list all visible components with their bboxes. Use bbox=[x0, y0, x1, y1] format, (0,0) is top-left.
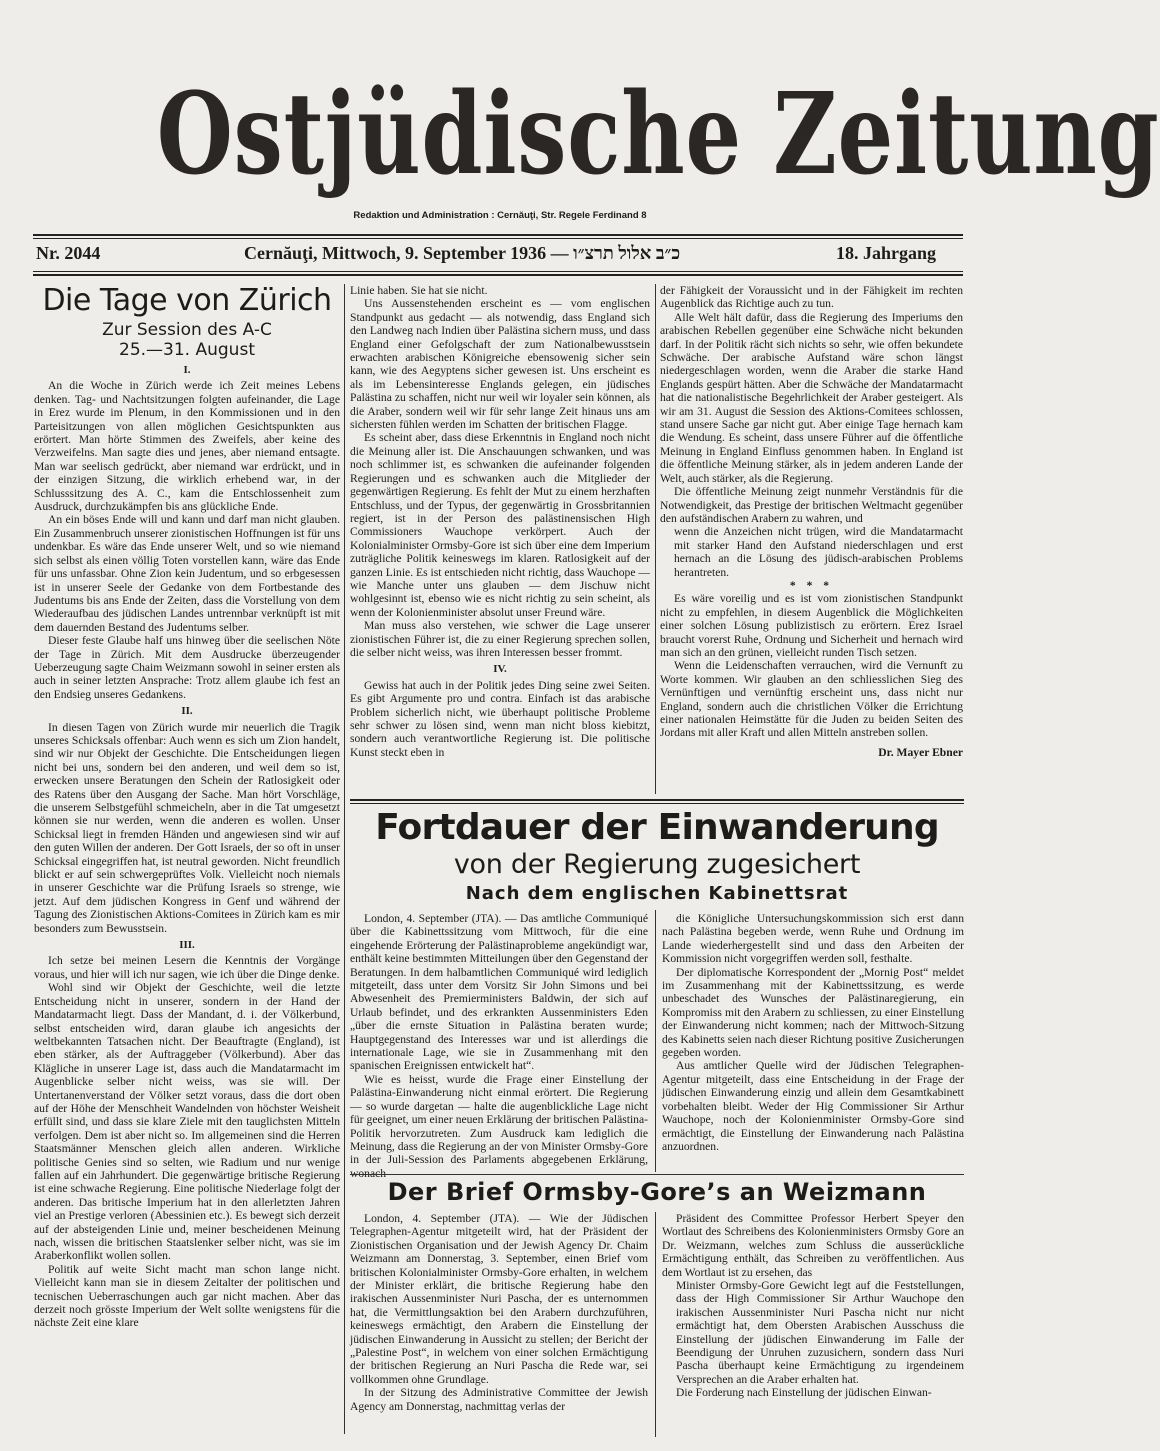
article3-right-column bbox=[662, 1212, 964, 1442]
divider bbox=[350, 1174, 964, 1175]
column-divider bbox=[655, 284, 656, 794]
issue-volume: 18. Jahrgang bbox=[836, 243, 937, 263]
divider bbox=[33, 234, 963, 236]
article-subtitle: Zur Session des A-C bbox=[102, 320, 272, 340]
paragraph: Der diplomatische Korrespondent der „Mornig Post“ meldet im Zusammenhang mit der Kabinettssitzung, es werde unbeschadet des Wunsches der Palästinaregierung, ein Kompromiss mit den Arabern zu schliessen, zu einer Einstellung der Einwanderung nicht kommen; nach der Mittwoch-Sitzung des Kabinetts seien nach dieser Richtung positive Zusicherungen gegeben worden. bbox=[662, 965, 964, 1060]
issue-date: Cernăuţi, Mittwoch, 9. September 1936 — כ״ב אלול תרצ״ו bbox=[244, 243, 681, 263]
paragraph: Präsident des Committee Professor Herbert Speyer den Wortlaut des Schreibens des Kolonienministers Ormsby Gore an Dr. Weizmann, welches zum Schluss die ausserückliche Ermächtigung enthält, das Schreiben zu veröffentlichen. Aus dem Wortlaut ist zu ersehen, das bbox=[662, 1212, 964, 1279]
paragraph: Alle Welt hält dafür, dass die Regierung des Imperiums den arabischen Rebellen gegenüber eine Schwäche nicht bekunden darf. In der Politik rächt sich nichts so sehr, wie offen bekundete Schwäche. Der arabische Aufstand wäre schon längst niedergeschlagen worden, wenn die Araber die starke Hand Englands gespürt hätten. Aber die Schwäche der Mandatarmacht hat die nationalistische Begehrlichkeit der Araber gesteigert. Als wir am 31. August die Session des Aktions-Comitees schlossen, stand unsere Sache gar nicht gut. Aber einige Tage hernach kam die Wendung. Es scheint, dass unsere Führer auf die öffentliche Meinung in England Einfluss genommen haben. In England ist die öffentliche Meinung stärker, als in jedem anderen Lande der Welt, auch stärker, als die Regierung. bbox=[660, 310, 963, 485]
paragraph: die Königliche Untersuchungskommission sich erst dann nach Palästina begeben werde, wenn Ruhe und Ordnung im Lande wiederhergestellt sind und dass den Arbeiten der Kommission nicht vorgegriffen werden soll, festhalte. bbox=[662, 912, 964, 966]
article2-right-column bbox=[662, 912, 964, 1174]
article-column-3 bbox=[660, 284, 963, 794]
masthead-address: Redaktion und Administration : Cernăuţi, Str. Regele Ferdinand 8 bbox=[353, 210, 647, 221]
section-number: IV. bbox=[493, 663, 507, 676]
paragraph: Wohl sind wir Objekt der Geschichte, weil die letzte Entscheidung nicht in unserer, sondern in der Hand der Mandatarmacht liegt. Dass der Mandant, d. i. der Völkerbund, selbst entscheiden wird, daran glaube ich angesichts der weltbekannten Tatsachen nicht. Der Beauftragte (England), ist eben stärker, als der Auftraggeber (Völkerbund). Aber das Klägliche in unserer Lage ist, dass auch die Mandatarmacht im Augenblicke selber nicht weiss, was sie will. Der Untertanenverstand der Völker setzt voraus, dass die dort oben auf der Höhe der Menschheit Wandelnden von höchster Weisheit erfüllt sind, und dass sie klare Ziele mit den tauglichsten Mitteln verfolgen. Dem ist aber nicht so. Im allgemeinen sind die Herren Staatsmänner Menschen gleich allen anderen. Wirkliche politische Genies sind so selten, wie Radium und nur wenige fallen auf ein Jahrhundert. Die gegenwärtige britische Regierung ist eine schwache Regierung. Eine politische Niederlage folgt der anderen. Das britische Imperium hat in den allerletzten Jahren viel an Prestige verloren (Abessinien etc.). Es bewegt sich derzeit auf der absteigenden Linie und, meiner bescheidenen Meinung nach, wissen die britischen Staatslenker selber nicht, was sie im Araberkonflikt wollen sollen. bbox=[34, 981, 340, 1263]
paragraph: Linie haben. Sie hat sie nicht. bbox=[350, 284, 488, 297]
paragraph: An ein böses Ende will und kann und darf man nicht glauben. Ein Zusammenbruch unserer zionistischen Hoffnungen ist für uns undenkbar. Es wäre das Ende unserer Welt, und so wie niemand sich selbst als einen völlig Toten vorstellen kann, wäre das Ende für uns unfassbar. Ohne Zion kein Judentum, und so erbgesessen ist in unserer Seele der Gedanke von dem Fortbestande des Judentums bis ans Ende der Zeiten, dass die Vorstellung von dem Wiederaufbau des jüdischen Landes untrennbar verknüpft ist mit dem dauernden Bestand des Judentums selber. bbox=[34, 513, 340, 634]
column-divider bbox=[344, 284, 345, 1434]
column-divider bbox=[655, 1212, 656, 1437]
headline-brief: Der Brief Ormsby-Gore’s an Weizmann bbox=[387, 1178, 927, 1206]
paragraph: der Fähigkeit der Voraussicht und in der Fähigkeit im rechten Augenblick das Richtige auch zu tun. bbox=[660, 284, 963, 311]
paragraph: In der Sitzung des Administrative Committee der Jewish Agency am Donnerstag, nachmittag verlas der bbox=[350, 1386, 648, 1413]
paragraph: Aus amtlicher Quelle wird der Jüdischen Telegraphen-Agentur mitgeteilt, dass eine Entscheidung in der Frage der jüdischen Einwanderung einzig und allein dem Gesamtkabinett vorbehalten bleibt. Weder der Hig Commissioner Sir Arthur Wauchope, noch der Kolonienminister Ormsby-Gore sind ermächtigt, die Einstellung der Einwanderung nach Palästina anzuordnen. bbox=[662, 1059, 964, 1153]
column-divider bbox=[655, 910, 656, 1172]
paragraph: Dieser feste Glaube half uns hinweg über die seelischen Nöte der Tage in Zürich. Mit dem Ausdrucke überzeugender Ueberzeugung sagte Chaim Weizmann sowohl in seiner ersten als auch in seiner letzten Ansprache: Trotz allem glaube ich fest an den Endsieg unseres Gedankens. bbox=[34, 634, 340, 701]
paragraph: Ich setze bei meinen Lesern die Kenntnis der Vorgänge voraus, und hier will ich nur sagen, wie ich über die Dinge denke. bbox=[34, 954, 340, 981]
paragraph: Es scheint aber, dass diese Erkenntnis in England noch nicht die Meinung aller ist. Die Anschauungen schwanken, und was noch schlimmer ist, es schwanken die aufeinander folgenden Regierungen und es schwanken auch die Mitglieder der gegenwärtigen Regierung. Es fehlt der Mut zu einem herzhaften Entschluss, und der Typus, der gegenwärtig in Grossbritannien regiert, ist in der Person des palästinensischen High Commissioners Wauchope verkörpert. Auch der Kolonialminister Ormsby-Gore ist sich über eine dem Imperium zuträgliche Politik keineswegs im klaren. Ratlosigkeit auf der ganzen Linie. Es ist entschieden nicht richtig, dass Wauchope — wie Manche unter uns glauben — dem Jischuw nicht wohlgesinnt ist, ebenso wie es nicht richtig zu sein scheint, als wenn der Kolonienminister absolut unser Freund wäre. bbox=[350, 431, 650, 619]
paragraph: An die Woche in Zürich werde ich Zeit meines Lebens denken. Tag- und Nachtsitzungen folgten aufeinander, die Lage in Erez wurde im Plenum, in den Kommissionen und in den Parteisitzungen von allen möglichen Gesichtspunkten aus erörtert. Man hörte Stimmen des Zweifels, aber keine des Verzweifelns. Man sagte dies und jenes, aber niemand entsagte. Man war seelisch gedrückt, aber niemand war erdrückt, und in der einzigen Sitzung, die wirklich erhebend war, in der Schlusssitzung des A. C., kam die Entschlossenheit zum Ausdruck, durchzukämpfen bis ans glückliche Ende. bbox=[34, 379, 340, 514]
paragraph: London, 4. September (JTA). — Das amtliche Communiqué über die Kabinettssitzung vom Mittwoch, für die eine eingehende Erörterung der Palästinaprobleme angekündigt war, enthält keine bestimmten Mitteilungen über den Gegenstand der Beratungen. In dem halbamtlichen Communiqué wird lediglich mitgeteilt, dass unter dem Vorsitz Sir John Simons und bei Abwesenheit des Premierministers Baldwin, der sich auf Urlaub befindet, und des erkrankten Aussenministers Eden „über die ernste Situation in Palästina beraten wurde; Hauptgegenstand des Interesses war und ist allerdings die internationale Lage, wie sie in Zusammenhang mit den spanischen Ereignissen entwickelt hat“. bbox=[350, 912, 648, 1073]
paragraph: Man muss also verstehen, wie schwer die Lage unserer zionistischen Führer ist, die zu einer Regierung sprechen sollen, die selber nicht weiss, was ihren Interessen besser frommt. bbox=[350, 619, 650, 659]
article-column-1 bbox=[34, 284, 340, 1414]
headline-fortdauer: Fortdauer der Einwanderung bbox=[375, 807, 939, 848]
divider bbox=[33, 274, 963, 276]
section-number: II. bbox=[181, 705, 193, 718]
paragraph: Uns Aussenstehenden erscheint es — vom englischen Standpunkt aus gedacht — als notwendig, dass England sich den Landweg nach Indien über Palästina sichern muss, und dass England einer Gefolgschaft der zum Nationalbewusstsein erwachten arabischen Königreiche ebensowenig sicher sein kann, wie des Aegyptens sicher gewesen ist. Uns erscheint es als im Lebensinteresse Englands gelegen, ein jüdisches Palästina zu schaffen, nicht nur weil wir loyaler sein können, als die Araber, sondern weil wir für sehr lange Zeit hinaus uns am sichersten fühlen werden im Schatten der britischen Flagge. bbox=[350, 297, 650, 432]
subheadline: Nach dem englischen Kabinettsrat bbox=[465, 883, 849, 904]
paragraph: Minister Ormsby-Gore Gewicht legt auf die Feststellungen, dass der High Commissioner Sir Arthur Wauchope den irakischen Aussenminister Nuri Pascha nicht nur nicht ermächtigt hat, dem Obersten Arabischen Ausschuss die Einstellung der jüdischen Einwanderung im Falle der Beendigung der Unruhen zuzusichern, sondern dass Nuri Pascha überhaupt keine Ermächtigung zu irgendeinem Versprechen an die Araber erhalten hat. bbox=[676, 1279, 964, 1386]
section-number: I. bbox=[183, 364, 191, 376]
divider bbox=[33, 238, 963, 239]
paragraph: Es wäre voreilig und es ist vom zionistischen Standpunkt nicht zu empfehlen, in diesem Augenblick die Möglichkeiten einer solchen Lösung publizistisch zu erörtern. Erez Israel braucht vorerst Ruhe, Ordnung und Sicherheit und hernach wird man sich an den grünen, vielleicht runden Tisch setzen. bbox=[660, 592, 963, 659]
paragraph: Wenn die Leidenschaften verrauchen, wird die Vernunft zu Worte kommen. Wir glauben an den schliesslichen Sieg des Vernünftigen und vernünftig erscheint uns, dass nicht nur England, sondern auch die christlichen Völker die Errichtung einer nationalen Heimstätte für die Juden zu beiden Seiten des Jordans mit aller Kraft und allen Mitteln anstreben sollen. bbox=[660, 659, 963, 740]
paragraph: London, 4. September (JTA). — Wie der Jüdischen Telegraphen-Agentur mitgeteilt wird, hat der Präsident der Zionistischen Organisation und der Jewish Agency Dr. Chaim Weizmann am Donnerstag, 3. September, einen Brief vom britischen Kolonialminister Ormsby-Gore erhalten, in welchem der Minister erklärt, die britische Regierung habe den irakischen Aussenminister Nuri Pascha, der es unternommen hat, die Vermittlungsaktion bei den Arabern durchzuführen, keineswegs ermächtigt, den Arabern die Einstellung der jüdischen Einwanderung in Aussicht zu stellen; der Bericht der „Palestine Post“, in welchem von einer solchen Ermächtigung der britischen Regierung an Nuri Pascha die Rede war, sei vollkommen ohne Grundlage. bbox=[350, 1212, 648, 1386]
paragraph: Die Forderung nach Einstellung der jüdischen Einwan- bbox=[676, 1386, 932, 1400]
divider bbox=[350, 799, 964, 801]
article2-left-column bbox=[350, 912, 648, 1174]
article3-left-column bbox=[350, 1212, 648, 1442]
divider bbox=[350, 803, 964, 804]
section-number: III. bbox=[179, 939, 195, 952]
paragraph: Wie es heisst, wurde die Frage einer Einstellung der Palästina-Einwanderung nicht einmal erörtert. Die Regierung — so wurde dargetan — halte die augenblickliche Lage nicht für geeignet, um einer neuen Erklärung der britischen Palästina-Politik hervorzutreten. Zum Ausdruck kam lediglich die Meinung, dass die Regierung an der von Minister Ormsby-Gore in der Juli-Session des Parlaments abgegebenen Erklärung, bbox=[350, 1072, 648, 1167]
article-title: Die Tage von Zürich bbox=[42, 283, 332, 318]
paragraph: Gewiss hat auch in der Politik jedes Ding seine zwei Seiten. Es gibt Argumente pro und contra. Einfach ist das arabische Problem sicherlich nicht, wie überhaupt politische Probleme sehr schwer zu lösen sind, wenn man nicht bloss kiebitzt, sondern auch verantwortliche Regierung ist. Die politische Kunst steckt eben in bbox=[350, 678, 650, 759]
paragraph: Politik auf weite Sicht macht man schon lange nicht. Vielleicht kann man sie in diesem Zeitalter der politischen und tecnischen Ueberraschungen auch gar nicht machen. Aber das derzeit noch grösste Imperium der Welt sollte wenigstens für die nächste Zeit eine klare bbox=[34, 1262, 340, 1330]
headline-secondary: von der Regierung zugesichert bbox=[453, 849, 861, 880]
article-subtitle-dates: 25.—31. August bbox=[119, 340, 255, 360]
divider bbox=[33, 271, 963, 272]
masthead-title: Ostjüdische Zeitung bbox=[156, 69, 1160, 200]
article-column-2 bbox=[350, 284, 650, 784]
section-stars: * * * bbox=[789, 578, 834, 592]
issue-number: Nr. 2044 bbox=[36, 243, 101, 263]
paragraph: wenn die Anzeichen nicht trügen, wird die Mandatarmacht mit starker Hand den Aufstand niederschlagen und erst hernach an die Lösung des jüdisch-arabischen Problems herantreten. bbox=[674, 525, 963, 579]
author-signature: Dr. Mayer Ebner bbox=[878, 745, 963, 759]
paragraph: In diesen Tagen von Zürich wurde mir neuerlich die Tragik unseres Schicksals offenbar: Auch wenn es sich um Zion handelt, sind wir nur Objekt der Geschichte. Die Entscheidungen liegen nicht bei uns, sondern bei den anderen, und weil dem so ist, erwecken unsere Beratungen den Schein der Ratlosigkeit oder des Ratens über den Ausgang der Sache. Man hört Vorschläge, die unserem Selbstgefühl schmeicheln, aber in die Tat umgesetzt können sie nur werden, wenn die anderen es wollen. Unser Schicksal liegt in fremden Händen und angewiesen sind wir auf den guten Willen der anderen. Der Gott Israels, der so oft in unser Schicksal eingegriffen hat, ist neutral geworden. Nicht freundlich blickt er auf sein schwergeprüftes Volk. Vielleicht noch niemals in unserer Geschichte war die Prüfung Israels so strenge, wie jetzt. Auf dem jüdischen Kongress in Genf und während der Tagung des Zionistischen Aktions-Comitees in Zürich kam es mir besonders zum Bewusstsein. bbox=[34, 720, 340, 935]
paragraph: Die öffentliche Meinung zeigt nunmehr Verständnis für die Notwendigkeit, das Prestige der britischen Weltmacht gegenüber den aufständischen Arabern zu wahren, und bbox=[660, 485, 963, 525]
